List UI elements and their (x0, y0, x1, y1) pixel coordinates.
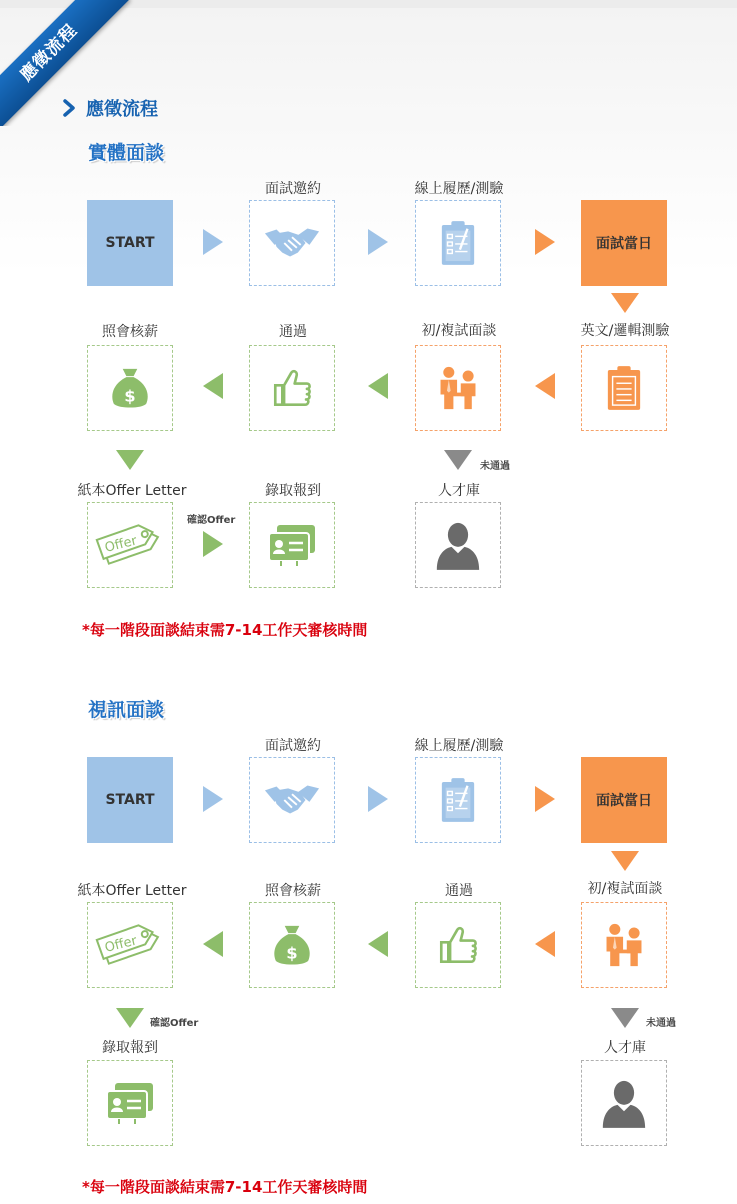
flow1-resume-box (415, 200, 501, 286)
flow2-label-resume: 線上履歷/測驗 (414, 738, 504, 754)
arrow-right-icon (368, 229, 388, 255)
thumbs-up-icon (270, 366, 314, 410)
flow2-title: 視訊面談 (88, 699, 165, 721)
flow2-resume-box (415, 757, 501, 843)
team-icon (435, 365, 481, 411)
flow2-interview-day-box (581, 757, 667, 843)
flow2-label-report: 錄取報到 (102, 1040, 158, 1056)
flow1-start-box (87, 200, 173, 286)
arrow-down-icon (116, 1008, 144, 1028)
flow2-start-box (87, 757, 173, 843)
arrow-down-icon (444, 450, 472, 470)
flow2-warning: *每一階段面談結束需7-14工作天審核時間 (82, 1178, 368, 1196)
flow2-salary-box (249, 902, 335, 988)
flow1-label-pass: 通過 (279, 324, 307, 340)
ribbon-label: 應徵流程 (0, 0, 130, 126)
flow1-confirm-note: 確認Offer (187, 515, 236, 526)
arrow-down-icon (611, 851, 639, 871)
flow1-pass-box (249, 345, 335, 431)
clipboard-icon (439, 776, 477, 824)
handshake-icon (263, 223, 321, 263)
flow1-talent-box (415, 502, 501, 588)
flow2-label-salary: 照會核薪 (265, 883, 321, 899)
money-bag-icon (110, 365, 150, 411)
person-icon (435, 519, 481, 571)
arrow-right-icon (368, 786, 388, 812)
person-icon (601, 1077, 647, 1129)
flow1-interview-box (415, 345, 501, 431)
flow1-label-resume: 線上履歷/測驗 (414, 181, 504, 197)
flow1-warning: *每一階段面談結束需7-14工作天審核時間 (82, 621, 368, 639)
flow1-report-box (249, 502, 335, 588)
clipboard-icon (439, 219, 477, 267)
offer-tag-icon (95, 918, 165, 972)
flow2-pass-box (415, 902, 501, 988)
flow2-report-box (87, 1060, 173, 1146)
flow1-label-report: 錄取報到 (265, 483, 321, 499)
offer-tag-text: Offer (103, 533, 139, 556)
flow1-interview-day-label: 面試當日 (596, 236, 652, 252)
arrow-left-icon (535, 373, 555, 399)
arrow-right-icon (535, 229, 555, 255)
arrow-down-icon (611, 1008, 639, 1028)
flow2-offer-box (87, 902, 173, 988)
flow1-interview-day-box (581, 200, 667, 286)
flow2-confirm-note: 確認Offer (150, 1018, 199, 1029)
flow1-label-talent: 人才庫 (438, 483, 480, 499)
flow1-salary-box (87, 345, 173, 431)
arrow-right-icon (535, 786, 555, 812)
flow1-label-offer: 紙本Offer Letter (77, 483, 187, 499)
section-header (62, 95, 158, 121)
flow1-offer-box (87, 502, 173, 588)
flow2-label-invite: 面試邀約 (265, 738, 321, 754)
offer-tag-icon (95, 518, 165, 572)
flow1-label-invite: 面試邀約 (265, 181, 321, 197)
clipboard-icon (605, 364, 643, 412)
arrow-left-icon (368, 931, 388, 957)
flow2-fail-note: 未通過 (646, 1018, 676, 1029)
flow1-fail-note: 未通過 (480, 461, 510, 472)
offer-tag-text: Offer (103, 933, 139, 956)
flow1-label-english: 英文/邏輯測驗 (580, 323, 670, 339)
arrow-down-icon (611, 293, 639, 313)
flow1-invite-box (249, 200, 335, 286)
arrow-right-icon (203, 531, 223, 557)
section-title: 應徵流程 (86, 99, 158, 120)
flow2-label-talent: 人才庫 (604, 1040, 646, 1056)
flow2-start-label: START (105, 792, 155, 808)
id-card-icon (105, 1081, 155, 1125)
arrow-down-icon (116, 450, 144, 470)
chevron-right-icon (62, 99, 76, 117)
arrow-right-icon (203, 229, 223, 255)
money-bag-icon (272, 922, 312, 968)
arrow-left-icon (368, 373, 388, 399)
arrow-left-icon (203, 373, 223, 399)
flow1-label-interview: 初/複試面談 (421, 323, 497, 339)
flow2-label-interview: 初/複試面談 (587, 881, 663, 897)
handshake-icon (263, 780, 321, 820)
flow2-invite-box (249, 757, 335, 843)
flow1-label-salary: 照會核薪 (102, 324, 158, 340)
team-icon (601, 922, 647, 968)
thumbs-up-icon (436, 923, 480, 967)
flow1-title: 實體面談 (88, 142, 165, 164)
arrow-left-icon (535, 931, 555, 957)
flow1-english-box (581, 345, 667, 431)
flow2-label-offer: 紙本Offer Letter (77, 883, 187, 899)
flow2-talent-box (581, 1060, 667, 1146)
arrow-left-icon (203, 931, 223, 957)
flow2-interview-box (581, 902, 667, 988)
flow1-start-label: START (105, 235, 155, 251)
id-card-icon (267, 523, 317, 567)
flow2-label-pass: 通過 (445, 883, 473, 899)
flow2-interview-day-label: 面試當日 (596, 793, 652, 809)
arrow-right-icon (203, 786, 223, 812)
